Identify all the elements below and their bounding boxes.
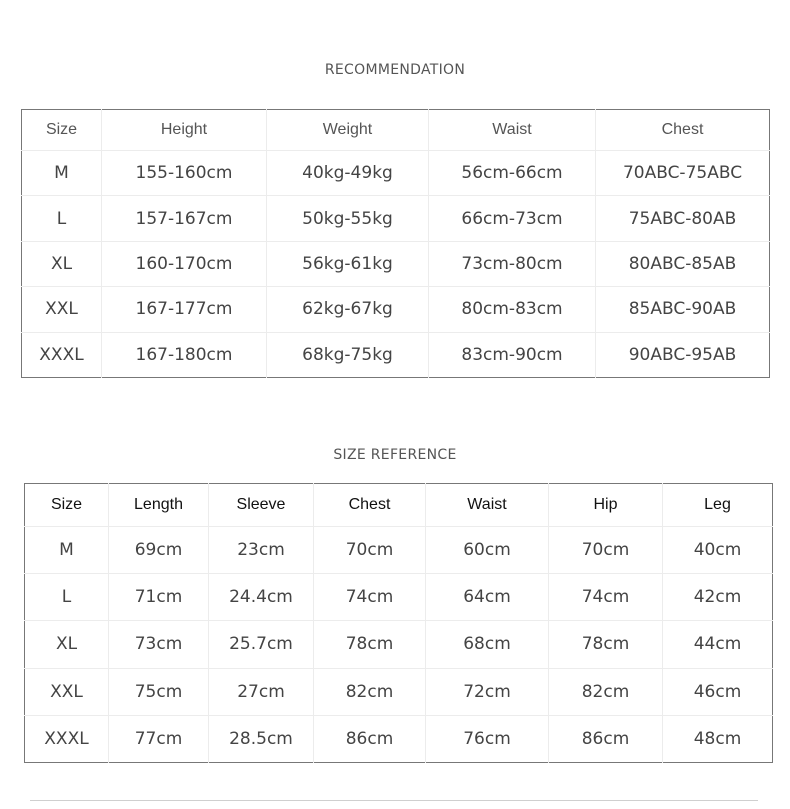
table-cell: 82cm	[549, 668, 663, 715]
header-cell: Sleeve	[209, 484, 314, 527]
bottom-divider	[30, 800, 758, 801]
table-cell: XL	[22, 241, 102, 286]
table-cell: 75cm	[109, 668, 209, 715]
table-cell: 73cm	[109, 621, 209, 668]
table-cell: 155-160cm	[102, 151, 267, 196]
table-cell: 25.7cm	[209, 621, 314, 668]
table-row	[25, 526, 773, 573]
table-cell: XXXL	[25, 715, 109, 762]
table-cell: 70cm	[314, 526, 426, 573]
header-cell: Weight	[267, 110, 429, 151]
table-cell: 90ABC-95AB	[628, 344, 737, 365]
table-cell: 78cm	[314, 621, 426, 668]
table-cell: 80ABC-85AB	[596, 241, 770, 286]
table-cell: XXL	[25, 668, 109, 715]
table-cell: 80cm-83cm	[429, 287, 596, 332]
table-cell: 40kg-49kg	[267, 151, 429, 196]
table-cell: 83cm-90cm	[429, 332, 596, 377]
table-cell: 28.5cm	[209, 715, 314, 762]
header-cell: Waist	[429, 110, 596, 151]
table-cell: 160-170cm	[102, 241, 267, 286]
table-cell: 27cm	[209, 668, 314, 715]
recommendation-title: RECOMMENDATION	[324, 62, 466, 78]
table-row	[25, 621, 773, 668]
table-cell: M	[22, 151, 102, 196]
table-row	[25, 668, 773, 715]
table-cell: 167-177cm	[102, 287, 267, 332]
table-cell: 82cm	[314, 668, 426, 715]
table-row	[22, 287, 770, 332]
header-cell: Length	[109, 484, 209, 527]
table-cell: 85ABC-90AB	[596, 287, 770, 332]
table-cell: L	[25, 574, 109, 621]
table-cell: 86cm	[314, 715, 426, 762]
table-cell: 64cm	[426, 574, 549, 621]
table-row	[25, 715, 773, 762]
table-cell: 157-167cm	[102, 196, 267, 241]
table-cell: 23cm	[209, 526, 314, 573]
table-cell: 48cm	[693, 728, 742, 749]
table-cell: 40cm	[663, 526, 773, 573]
header-cell: Waist	[426, 484, 549, 527]
table-header-row	[22, 110, 770, 151]
table-cell: 50kg-55kg	[267, 196, 429, 241]
table-cell: XXL	[22, 287, 102, 332]
table-cell: 68kg-75kg	[267, 332, 429, 377]
table-cell: 60cm	[426, 526, 549, 573]
table-cell: 167-180cm	[102, 332, 267, 377]
size-reference-table	[24, 483, 773, 763]
table-cell: XXXL	[22, 332, 102, 377]
table-row	[22, 332, 770, 377]
header-cell: Hip	[549, 484, 663, 527]
table-cell: 74cm	[314, 574, 426, 621]
table-row	[22, 196, 770, 241]
header-cell: Size	[22, 110, 102, 151]
table-cell: 24.4cm	[209, 574, 314, 621]
header-cell: Size	[25, 484, 109, 527]
table-cell: 71cm	[109, 574, 209, 621]
table-row	[22, 151, 770, 196]
table-row	[25, 574, 773, 621]
table-row	[22, 241, 770, 286]
table-header-row	[25, 484, 773, 527]
table-cell: 68cm	[426, 621, 549, 668]
table-cell: 76cm	[426, 715, 549, 762]
table-cell: 70ABC-75ABC	[596, 151, 770, 196]
table-cell: 70cm	[549, 526, 663, 573]
header-cell: Chest	[314, 484, 426, 527]
table-cell: 72cm	[426, 668, 549, 715]
table-cell: 78cm	[549, 621, 663, 668]
header-cell: Leg	[663, 484, 773, 527]
table-cell: 77cm	[109, 715, 209, 762]
table-cell: 56cm-66cm	[429, 151, 596, 196]
table-cell: 66cm-73cm	[429, 196, 596, 241]
table-cell: L	[22, 196, 102, 241]
size-reference-title: SIZE REFERENCE	[333, 447, 457, 463]
table-cell: 75ABC-80AB	[596, 196, 770, 241]
table-cell: XL	[25, 621, 109, 668]
header-cell: Height	[102, 110, 267, 151]
table-cell: M	[25, 526, 109, 573]
recommendation-table	[21, 109, 770, 378]
table-cell: 73cm-80cm	[429, 241, 596, 286]
table-cell: 62kg-67kg	[267, 287, 429, 332]
table-cell: 69cm	[109, 526, 209, 573]
table-cell: 56kg-61kg	[267, 241, 429, 286]
header-cell: Chest	[596, 110, 770, 151]
table-cell: 42cm	[663, 574, 773, 621]
table-cell: 44cm	[663, 621, 773, 668]
table-cell: 74cm	[549, 574, 663, 621]
table-cell: 86cm	[549, 715, 663, 762]
table-cell: 46cm	[663, 668, 773, 715]
